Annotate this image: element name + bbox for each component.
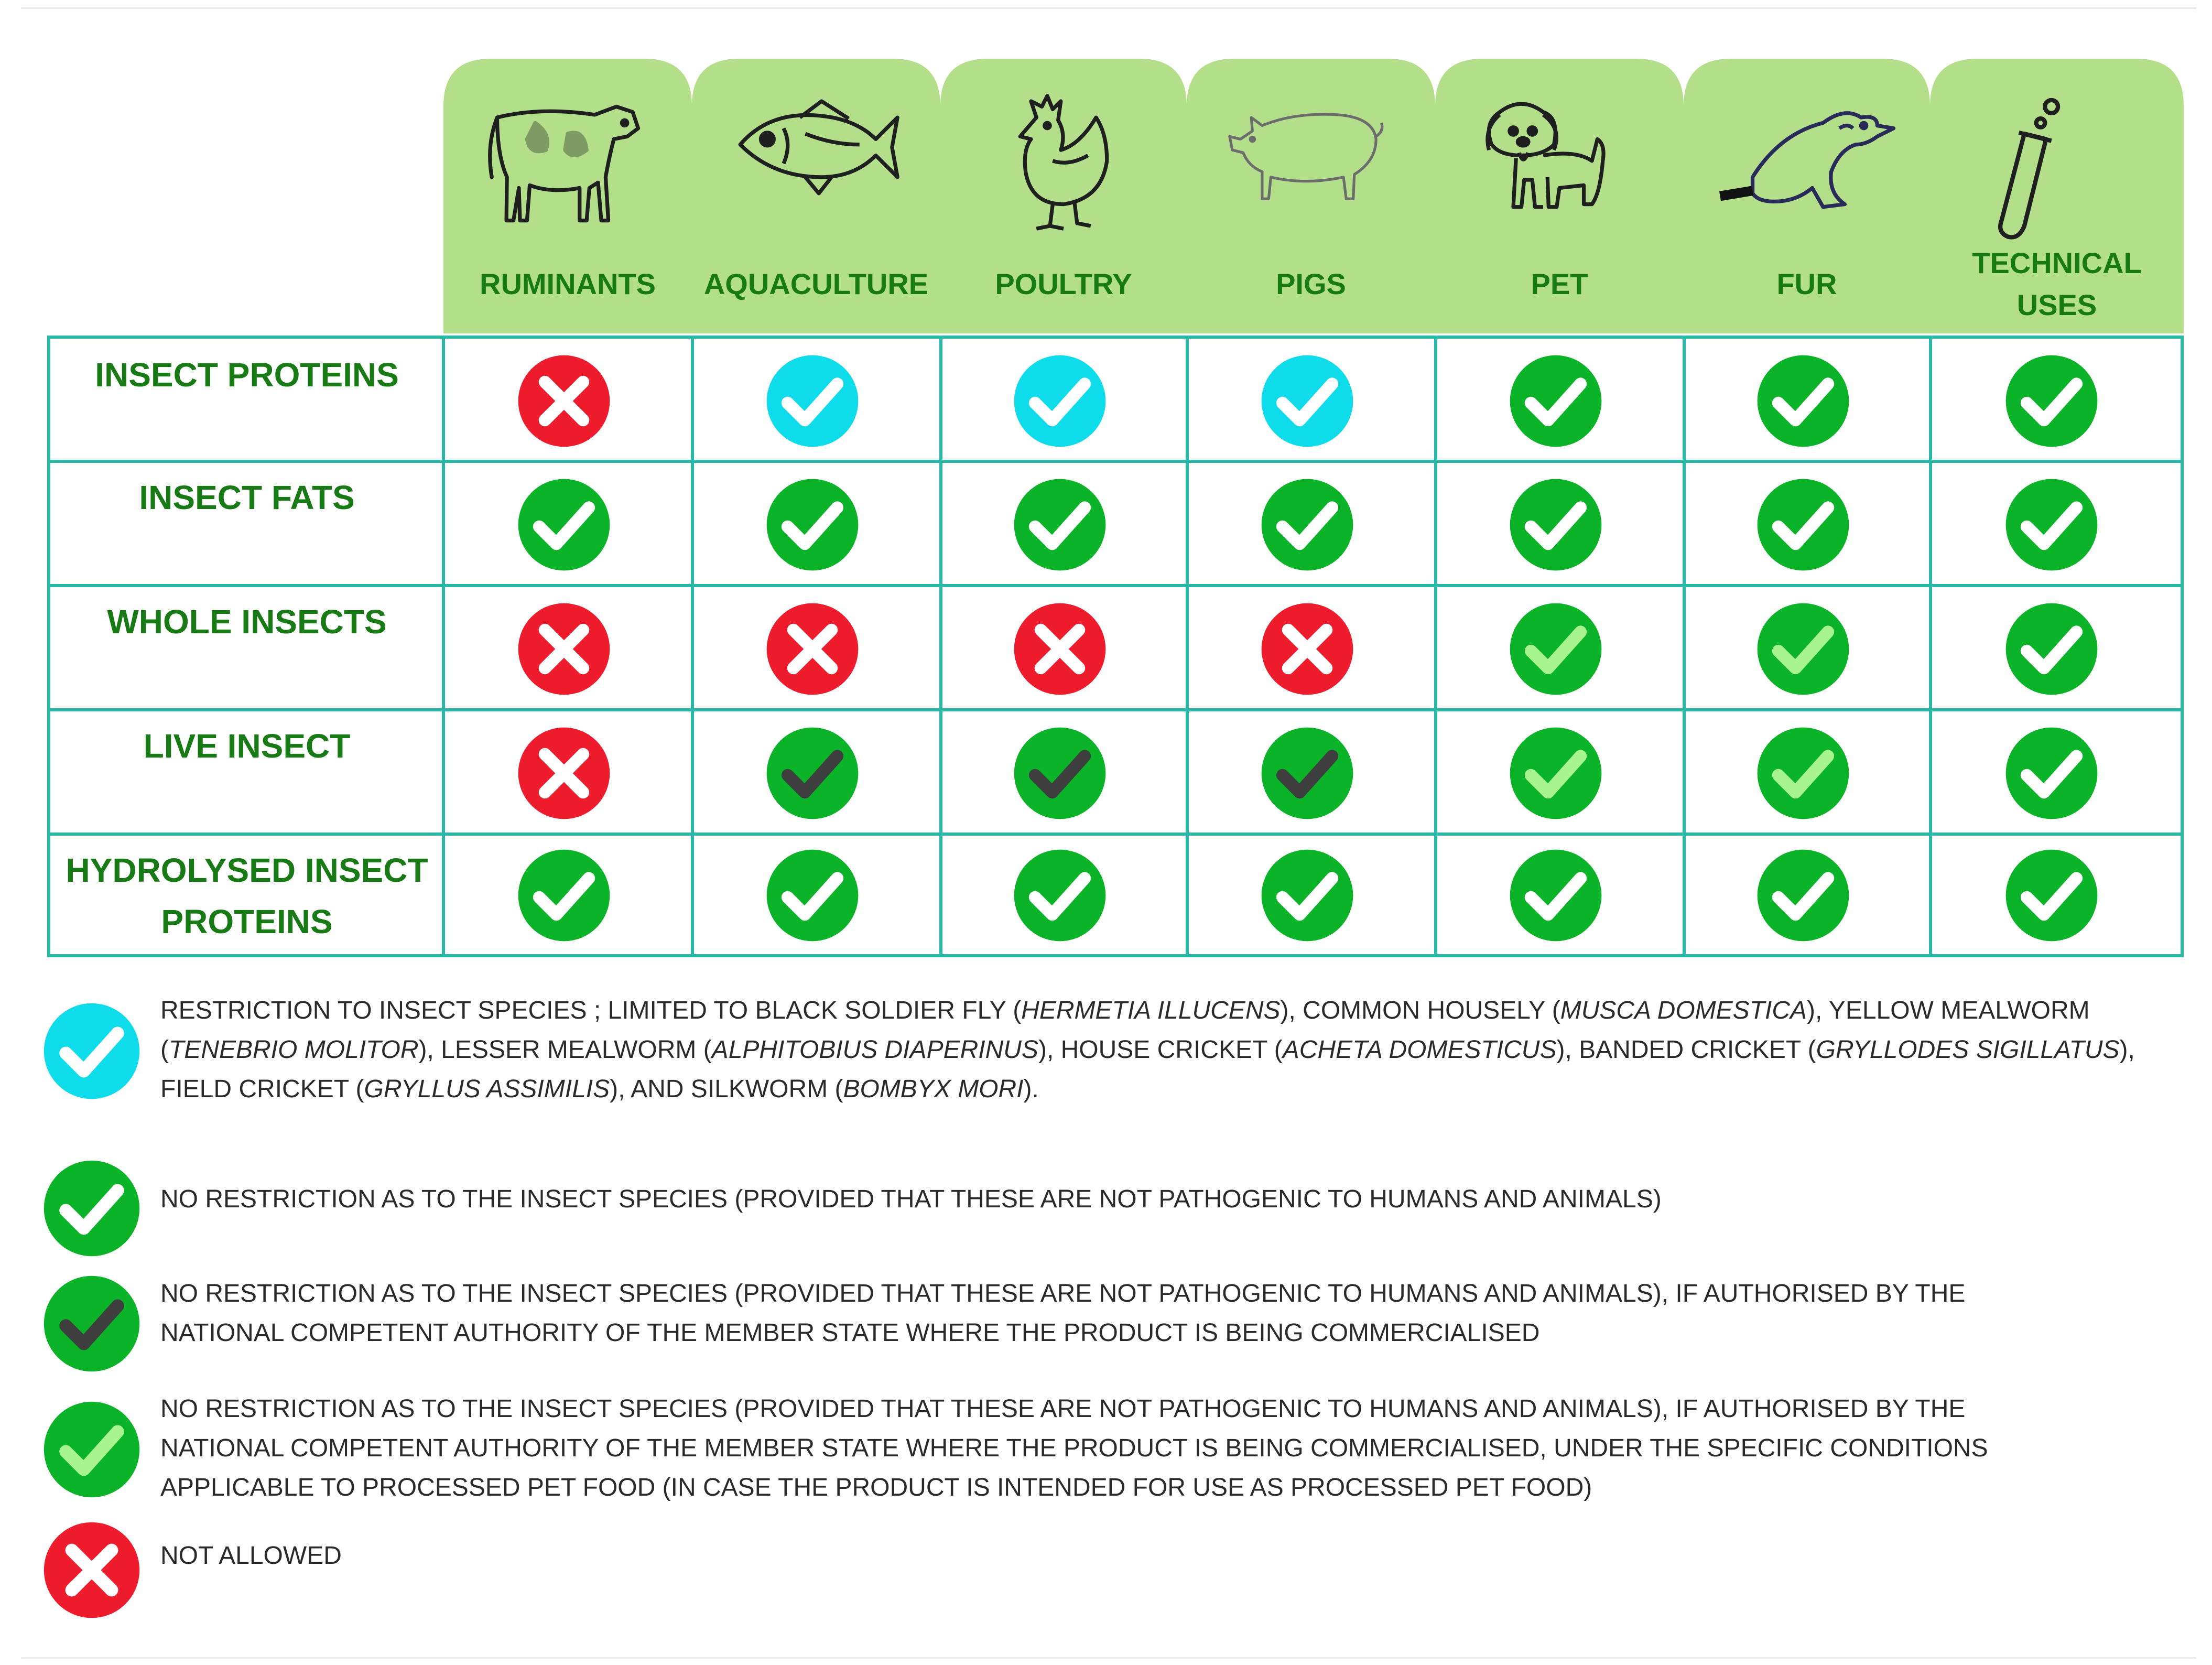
column-label-fur: FUR: [1776, 267, 1837, 300]
row-label: [50, 845, 443, 947]
matrix-cell: [1260, 726, 1355, 824]
species-latin-name: ACHETA DOMESTICUS: [1282, 1036, 1557, 1064]
matrix-cell: [1508, 726, 1603, 824]
grid-column-divider: [1929, 339, 1932, 954]
pet-food-conditions-icon: [1508, 726, 1603, 821]
row-label-line1: WHOLE INSECTS: [107, 603, 387, 641]
column-label-ruminants: RUMINANTS: [480, 267, 656, 300]
matrix-cell: [1012, 726, 1108, 824]
species-latin-name: MUSCA DOMESTICA: [1560, 997, 1807, 1024]
not-allowed-icon: [516, 726, 612, 821]
grid-row-divider: [50, 584, 2181, 587]
matrix-cell: [1012, 477, 1108, 575]
matrix-cell: [2004, 726, 2099, 824]
national-authorisation-icon: [1260, 726, 1355, 821]
grid-column-divider: [1683, 339, 1686, 954]
legend-line: [160, 1180, 2181, 1219]
legend-line: [160, 991, 2181, 1030]
row-label-line1: INSECT PROTEINS: [95, 356, 399, 394]
dog-icon: [1465, 85, 1654, 242]
matrix-cell: [516, 353, 612, 451]
matrix-cell: [1012, 848, 1108, 946]
legend-description: [160, 1274, 2181, 1353]
not-allowed-icon: [516, 353, 612, 449]
legend-description: [160, 1180, 2181, 1219]
row-label-line1: HYDROLYSED INSECT: [66, 851, 428, 889]
column-header-ruminants: [443, 59, 692, 333]
matrix-cell: [516, 726, 612, 824]
legend-line: [160, 1313, 2181, 1353]
legend-text-segment: (: [160, 1036, 169, 1064]
grid-column-divider: [691, 339, 694, 954]
legend-line: [160, 1030, 2181, 1069]
matrix-cell: [765, 601, 860, 699]
legend-description: [160, 1536, 2181, 1575]
matrix-cell: [765, 353, 860, 451]
no-restriction-icon: [2004, 848, 2099, 943]
legend-line: [160, 1536, 2181, 1575]
column-label-technical-line1: TECHNICAL: [1972, 246, 2142, 279]
no-restriction-icon: [1260, 477, 1355, 572]
chicken-icon: [969, 85, 1158, 242]
legend-text-segment: APPLICABLE TO PROCESSED PET FOOD (IN CASE THE PRODUCT IS INTENDED FOR USE AS PROCESSED PET FOOD): [160, 1474, 1592, 1501]
legend-text-segment: ), LESSER MEALWORM (: [418, 1036, 712, 1064]
matrix-cell: [2004, 477, 2099, 575]
column-label-poultry: POULTRY: [995, 267, 1132, 300]
column-label-pet: PET: [1531, 267, 1588, 300]
legend-text-segment: RESTRICTION TO INSECT SPECIES ; LIMITED TO BLACK SOLDIER FLY (: [160, 997, 1022, 1024]
fish-icon: [722, 85, 910, 242]
legend-text-segment: NO RESTRICTION AS TO THE INSECT SPECIES (PROVIDED THAT THESE ARE NOT PATHOGENIC TO HUMANS AND ANIMALS), IF AUTHORISED BY THE: [160, 1395, 1966, 1423]
column-header-row: [443, 59, 2184, 333]
no-restriction-icon: [1260, 848, 1355, 943]
pig-icon: [1217, 85, 1405, 242]
not-allowed-icon: [1260, 601, 1355, 697]
legend-text-segment: NATIONAL COMPETENT AUTHORITY OF THE MEMBER STATE WHERE THE PRODUCT IS BEING COMMERCIALISED: [160, 1319, 1540, 1347]
matrix-cell: [1508, 848, 1603, 946]
species-latin-name: BOMBYX MORI: [843, 1075, 1024, 1103]
no-restriction-icon: [1755, 353, 1851, 449]
legend-symbol: [42, 1274, 142, 1376]
no-restriction-icon: [2004, 353, 2099, 449]
legend-text-segment: ),: [2119, 1036, 2135, 1064]
cow-icon: [473, 85, 662, 242]
column-header-fur: [1684, 59, 1930, 333]
column-header-technical: [1930, 59, 2184, 333]
no-restriction-icon: [2004, 477, 2099, 572]
not-allowed-icon: [516, 601, 612, 697]
row-label: [50, 349, 443, 401]
matrix-cell: [1260, 848, 1355, 946]
legend-symbol: [42, 1001, 142, 1104]
restricted-species-icon: [42, 1001, 142, 1101]
no-restriction-icon: [765, 477, 860, 572]
legend-line: [160, 1069, 2181, 1109]
matrix-cell: [2004, 353, 2099, 451]
legend-text-segment: ), AND SILKWORM (: [610, 1075, 843, 1103]
legend-line: [160, 1274, 2181, 1313]
column-header-pigs: [1187, 59, 1435, 333]
row-label-line1: INSECT FATS: [139, 479, 355, 516]
legend-text-segment: NO RESTRICTION AS TO THE INSECT SPECIES (PROVIDED THAT THESE ARE NOT PATHOGENIC TO HUMANS AND ANIMALS), IF AUTHORISED BY THE: [160, 1280, 1966, 1307]
matrix-cell: [1012, 353, 1108, 451]
matrix-cell: [1012, 601, 1108, 699]
legend-text-segment: FIELD CRICKET (: [160, 1075, 364, 1103]
matrix-cell: [1755, 477, 1851, 575]
species-latin-name: TENEBRIO MOLITOR: [168, 1036, 419, 1064]
legend-text-segment: ).: [1023, 1075, 1039, 1103]
legend-text-segment: NO RESTRICTION AS TO THE INSECT SPECIES (PROVIDED THAT THESE ARE NOT PATHOGENIC TO HUMANS AND ANIMALS): [160, 1185, 1662, 1213]
grid-row-divider: [50, 832, 2181, 836]
matrix-cell: [516, 848, 612, 946]
legend-description: [160, 991, 2181, 1109]
no-restriction-icon: [1508, 353, 1603, 449]
column-header-pet: [1435, 59, 1684, 333]
column-label-pigs: PIGS: [1276, 267, 1346, 300]
column-header-poultry: [940, 59, 1187, 333]
legend-description: [160, 1389, 2181, 1507]
column-header-aquaculture: [692, 59, 940, 333]
legend-text-segment: ), BANDED CRICKET (: [1556, 1036, 1816, 1064]
no-restriction-icon: [765, 848, 860, 943]
not-allowed-icon: [42, 1520, 142, 1620]
grid-column-divider: [1434, 339, 1437, 954]
no-restriction-icon: [1508, 477, 1603, 572]
matrix-cell: [1260, 353, 1355, 451]
matrix-cell: [1508, 477, 1603, 575]
no-restriction-icon: [1755, 848, 1851, 943]
grid-row-divider: [50, 460, 2181, 463]
pet-food-conditions-icon: [1508, 601, 1603, 697]
restricted-species-icon: [1260, 353, 1355, 449]
species-latin-name: GRYLLUS ASSIMILIS: [364, 1075, 610, 1103]
species-latin-name: ALPHITOBIUS DIAPERINUS: [711, 1036, 1038, 1064]
restricted-species-icon: [765, 353, 860, 449]
no-restriction-icon: [42, 1159, 142, 1258]
row-label-line2: PROTEINS: [161, 903, 333, 940]
legend-text-segment: ), COMMON HOUSELY (: [1280, 997, 1560, 1024]
national-authorisation-icon: [42, 1274, 142, 1374]
matrix-cell: [1755, 726, 1851, 824]
matrix-cell: [765, 848, 860, 946]
no-restriction-icon: [516, 477, 612, 572]
legend-line: [160, 1389, 2181, 1429]
matrix-cell: [516, 601, 612, 699]
no-restriction-icon: [2004, 601, 2099, 697]
grid-row-divider: [50, 708, 2181, 711]
restricted-species-icon: [1012, 353, 1108, 449]
matrix-cell: [1260, 477, 1355, 575]
test-tube-icon: [1962, 85, 2151, 242]
column-label-technical-line2: USES: [2016, 288, 2097, 321]
matrix-cell: [2004, 848, 2099, 946]
row-label: [50, 472, 443, 523]
no-restriction-icon: [1012, 848, 1108, 943]
mink-icon: [1712, 85, 1901, 242]
matrix-cell: [1755, 848, 1851, 946]
matrix-cell: [1755, 601, 1851, 699]
grid-column-divider: [939, 339, 942, 954]
matrix-cell: [765, 477, 860, 575]
matrix-cell: [765, 726, 860, 824]
no-restriction-icon: [1012, 477, 1108, 572]
matrix-cell: [516, 477, 612, 575]
no-restriction-icon: [1508, 848, 1603, 943]
legend-line: [160, 1468, 2181, 1507]
matrix-cell: [2004, 601, 2099, 699]
matrix-cell: [1260, 601, 1355, 699]
row-label-line1: LIVE INSECT: [143, 727, 351, 765]
species-latin-name: HERMETIA ILLUCENS: [1021, 997, 1281, 1024]
matrix-cell: [1508, 353, 1603, 451]
no-restriction-icon: [2004, 726, 2099, 821]
row-label: [50, 596, 443, 647]
pet-food-conditions-icon: [42, 1400, 142, 1499]
species-latin-name: GRYLLODES SIGILLATUS: [1816, 1036, 2120, 1064]
matrix-cell: [1508, 601, 1603, 699]
no-restriction-icon: [1755, 477, 1851, 572]
grid-column-divider: [1186, 339, 1189, 954]
matrix-cell: [1755, 353, 1851, 451]
legend-line: [160, 1429, 2181, 1468]
no-restriction-icon: [516, 848, 612, 943]
not-allowed-icon: [1012, 601, 1108, 697]
legend-symbol: [42, 1159, 142, 1261]
national-authorisation-icon: [1012, 726, 1108, 821]
pet-food-conditions-icon: [1755, 601, 1851, 697]
column-label-aquaculture: AQUACULTURE: [703, 267, 929, 300]
legend-text-segment: ), HOUSE CRICKET (: [1038, 1036, 1283, 1064]
legend-text-segment: NOT ALLOWED: [160, 1542, 342, 1570]
legend-text-segment: NATIONAL COMPETENT AUTHORITY OF THE MEMBER STATE WHERE THE PRODUCT IS BEING COMMERCIALISED, UNDER THE SPECIFIC CONDITIONS: [160, 1434, 1988, 1462]
not-allowed-icon: [765, 601, 860, 697]
permission-matrix: [47, 336, 2184, 957]
legend-symbol: [42, 1520, 142, 1623]
row-label: [50, 720, 443, 772]
legend-symbol: [42, 1400, 142, 1502]
national-authorisation-icon: [765, 726, 860, 821]
pet-food-conditions-icon: [1755, 726, 1851, 821]
legend-text-segment: ), YELLOW MEALWORM: [1807, 997, 2090, 1024]
